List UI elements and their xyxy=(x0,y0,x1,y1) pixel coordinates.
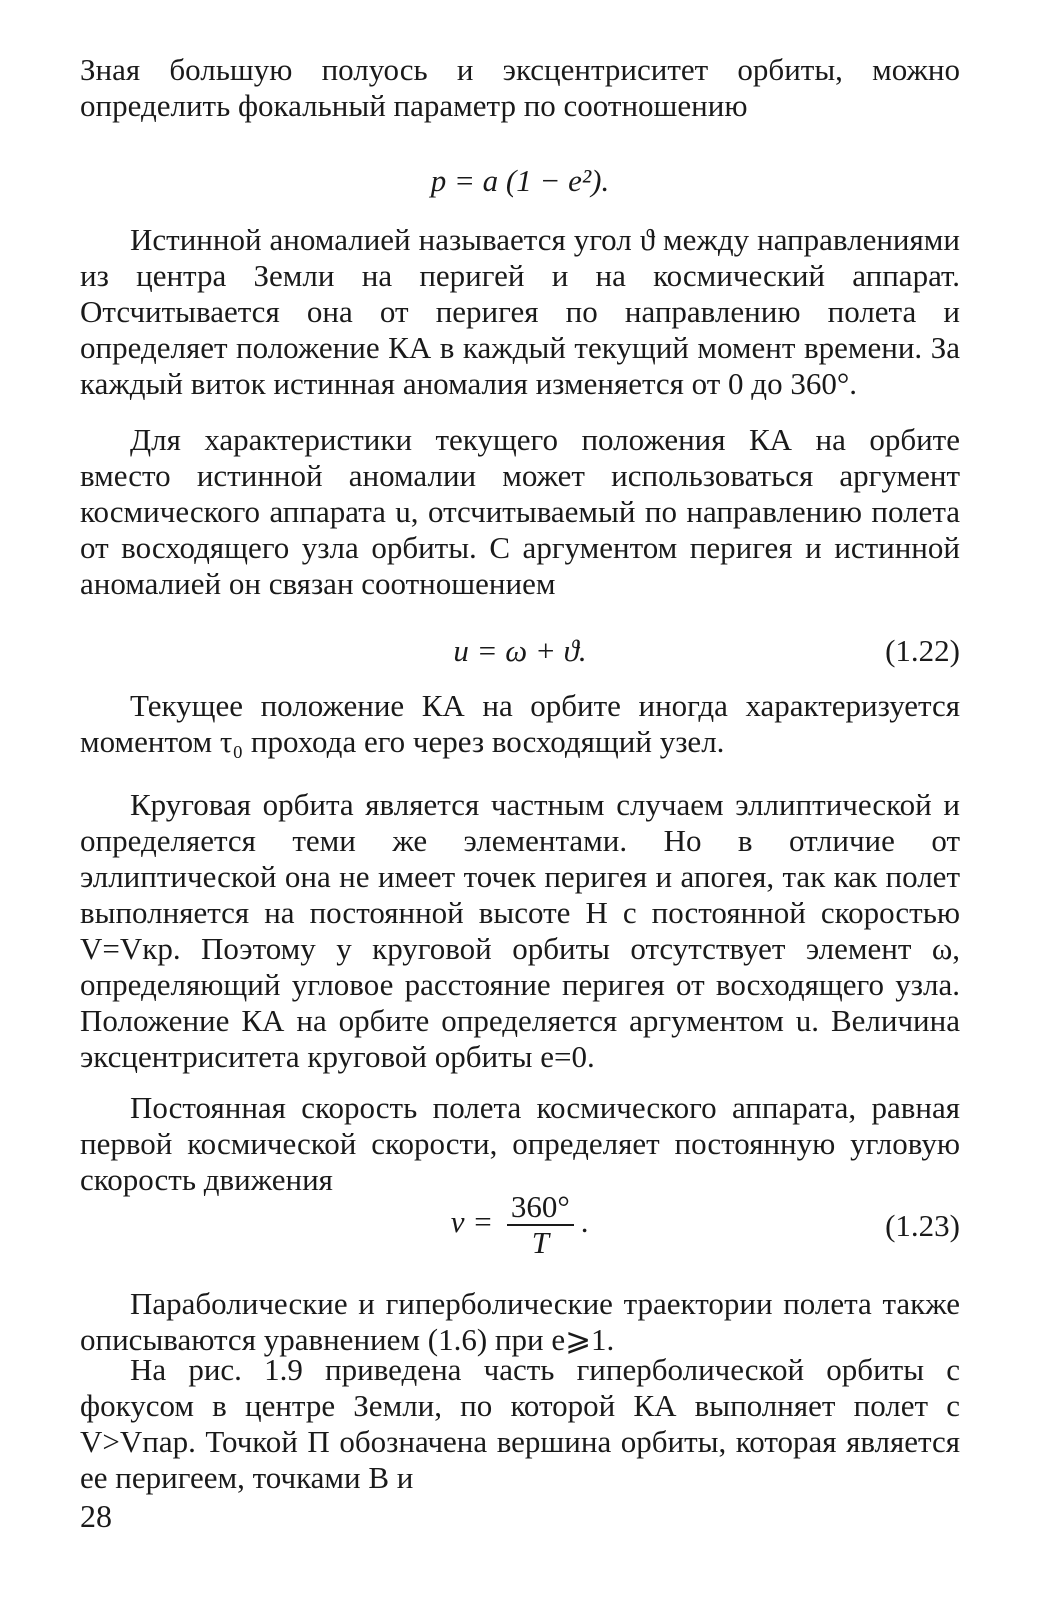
formula-text: u = ω + ϑ. xyxy=(453,633,587,668)
equation-number: (1.22) xyxy=(885,633,960,668)
fraction-denominator: T xyxy=(531,1225,549,1260)
paragraph-passage-moment: Текущее положение КА на орбите иногда характеризуется моментом τ₀ прохода его через восходящий узел. xyxy=(80,688,960,759)
formula-1-23 xyxy=(80,1190,960,1260)
paragraph-hyperbolic-orbit: На рис. 1.9 приведена часть гиперболической орбиты с фокусом в центре Земли, по которой КА выполняет полет с V>Vпар. Точкой П обозначена вершина орбиты, которая является ее перигеем, точками В и xyxy=(80,1352,960,1495)
paragraph-focal-parameter: Зная большую полуось и эксцентриситет орбиты, можно определить фокальный параметр по соотношению xyxy=(80,52,960,123)
page-number: 28 xyxy=(80,1498,112,1534)
formula-dot: . xyxy=(581,1204,590,1240)
paragraph-argument-of-latitude: Для характеристики текущего положения КА на орбите вместо истинной аномалии может использоваться аргумент космического аппарата u, отсчитываемый по направлению полета от восходящего узла орбиты. С аргументом перигея и истинной аномалией он связан соотношением xyxy=(80,422,960,601)
paragraph-constant-velocity: Постоянная скорость полета космического аппарата, равная первой космической скорости, определяет постоянную угловую скорость движения xyxy=(80,1090,960,1197)
formula-text: p = a (1 − e²). xyxy=(430,163,610,198)
fraction xyxy=(507,1190,574,1260)
equation-number: (1.23) xyxy=(885,1208,960,1243)
formula-lhs: ν = xyxy=(450,1204,494,1240)
fraction-numerator: 360° xyxy=(507,1190,574,1226)
formula-focal-parameter xyxy=(80,163,960,199)
paragraph-parabolic: Параболические и гиперболические траектории полета также описываются уравнением (1.6) при e⩾1. xyxy=(80,1286,960,1357)
paragraph-true-anomaly: Истинной аномалией называется угол ϑ между направлениями из центра Земли на перигей и на космический аппарат. Отсчитывается она от перигея по направлению полета и определяет положение КА в каждый текущий момент времени. За каждый виток истинная аномалия изменяется от 0 до 360°. xyxy=(80,222,960,401)
paragraph-circular-orbit: Круговая орбита является частным случаем эллиптической и определяется теми же элементами. Но в отличие от эллиптической она не имеет точек перигея и апогея, так как полет выполняется на постоянной высоте H с постоянной скоростью V=Vкр. Поэтому у круговой орбиты отсутствует элемент ω, определяющий угловое расстояние перигея от восходящего узла. Положение КА на орбите определяется аргументом u. Величина эксцентриситета круговой орбиты e=0. xyxy=(80,787,960,1074)
formula-1-22 xyxy=(80,633,960,669)
